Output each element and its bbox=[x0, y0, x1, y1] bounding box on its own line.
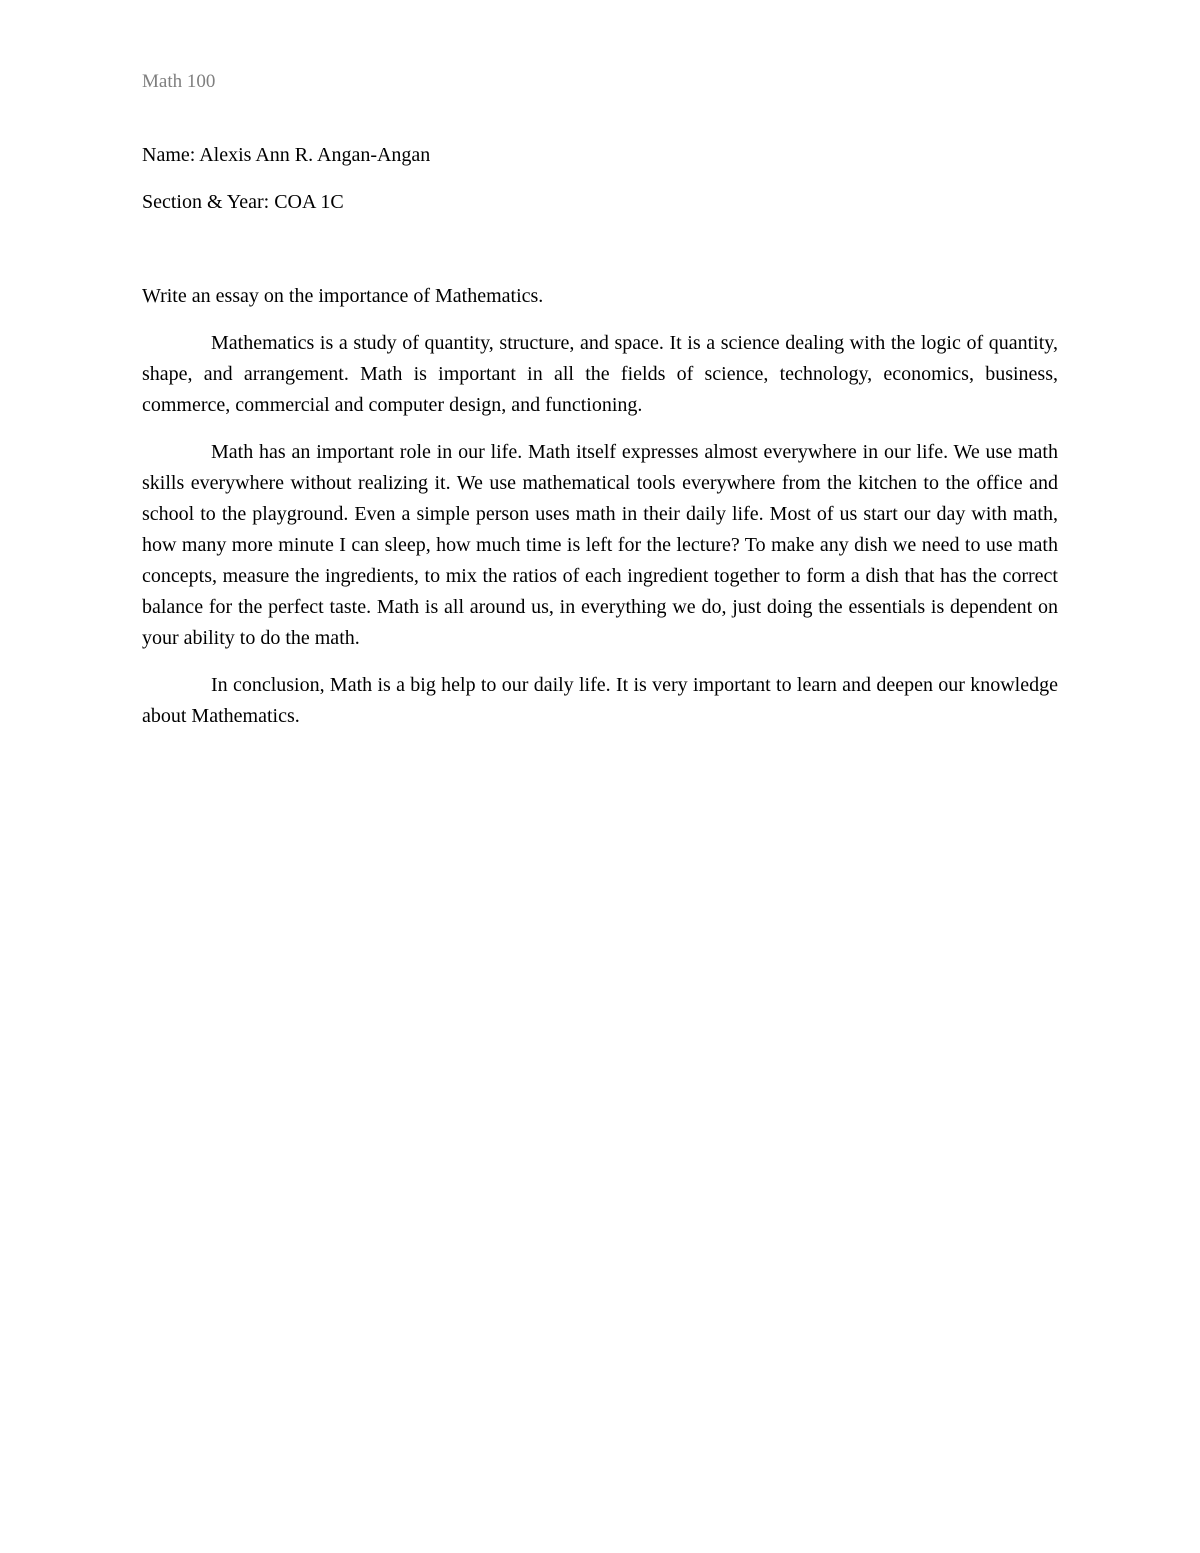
essay-prompt: Write an essay on the importance of Mathematics. bbox=[142, 285, 544, 307]
page-header: Math 100 bbox=[142, 71, 216, 92]
essay-paragraph: Math has an important role in our life. Math itself expresses almost everywhere in our life. We use math skills everywhere without realizing it. We use mathematical tools everywhere from the kitchen to the office and school to the playground. Even a simple person uses math in their daily life. Most of us start our day with math, how many more minute I can sleep, how much time is left for the lecture? To make any dish we need to use math concepts, measure the ingredients, to mix the ratios of each ingredient together to form a dish that has the correct balance for the perfect taste. Math is all around us, in everything we do, just doing the essentials is dependent on your ability to do the math. bbox=[142, 441, 1058, 649]
document-body bbox=[142, 140, 1058, 748]
student-name: Name: Alexis Ann R. Angan-Angan bbox=[142, 144, 431, 166]
essay-paragraph: Mathematics is a study of quantity, structure, and space. It is a science dealing with the logic of quantity, shape, and arrangement. Math is important in all the fields of science, technology, economics, business, commerce, commercial and computer design, and functioning. bbox=[142, 332, 1058, 416]
essay-paragraph: In conclusion, Math is a big help to our daily life. It is very important to learn and deepen our knowledge about Mathematics. bbox=[142, 674, 1058, 727]
student-section-year: Section & Year: COA 1C bbox=[142, 191, 344, 213]
